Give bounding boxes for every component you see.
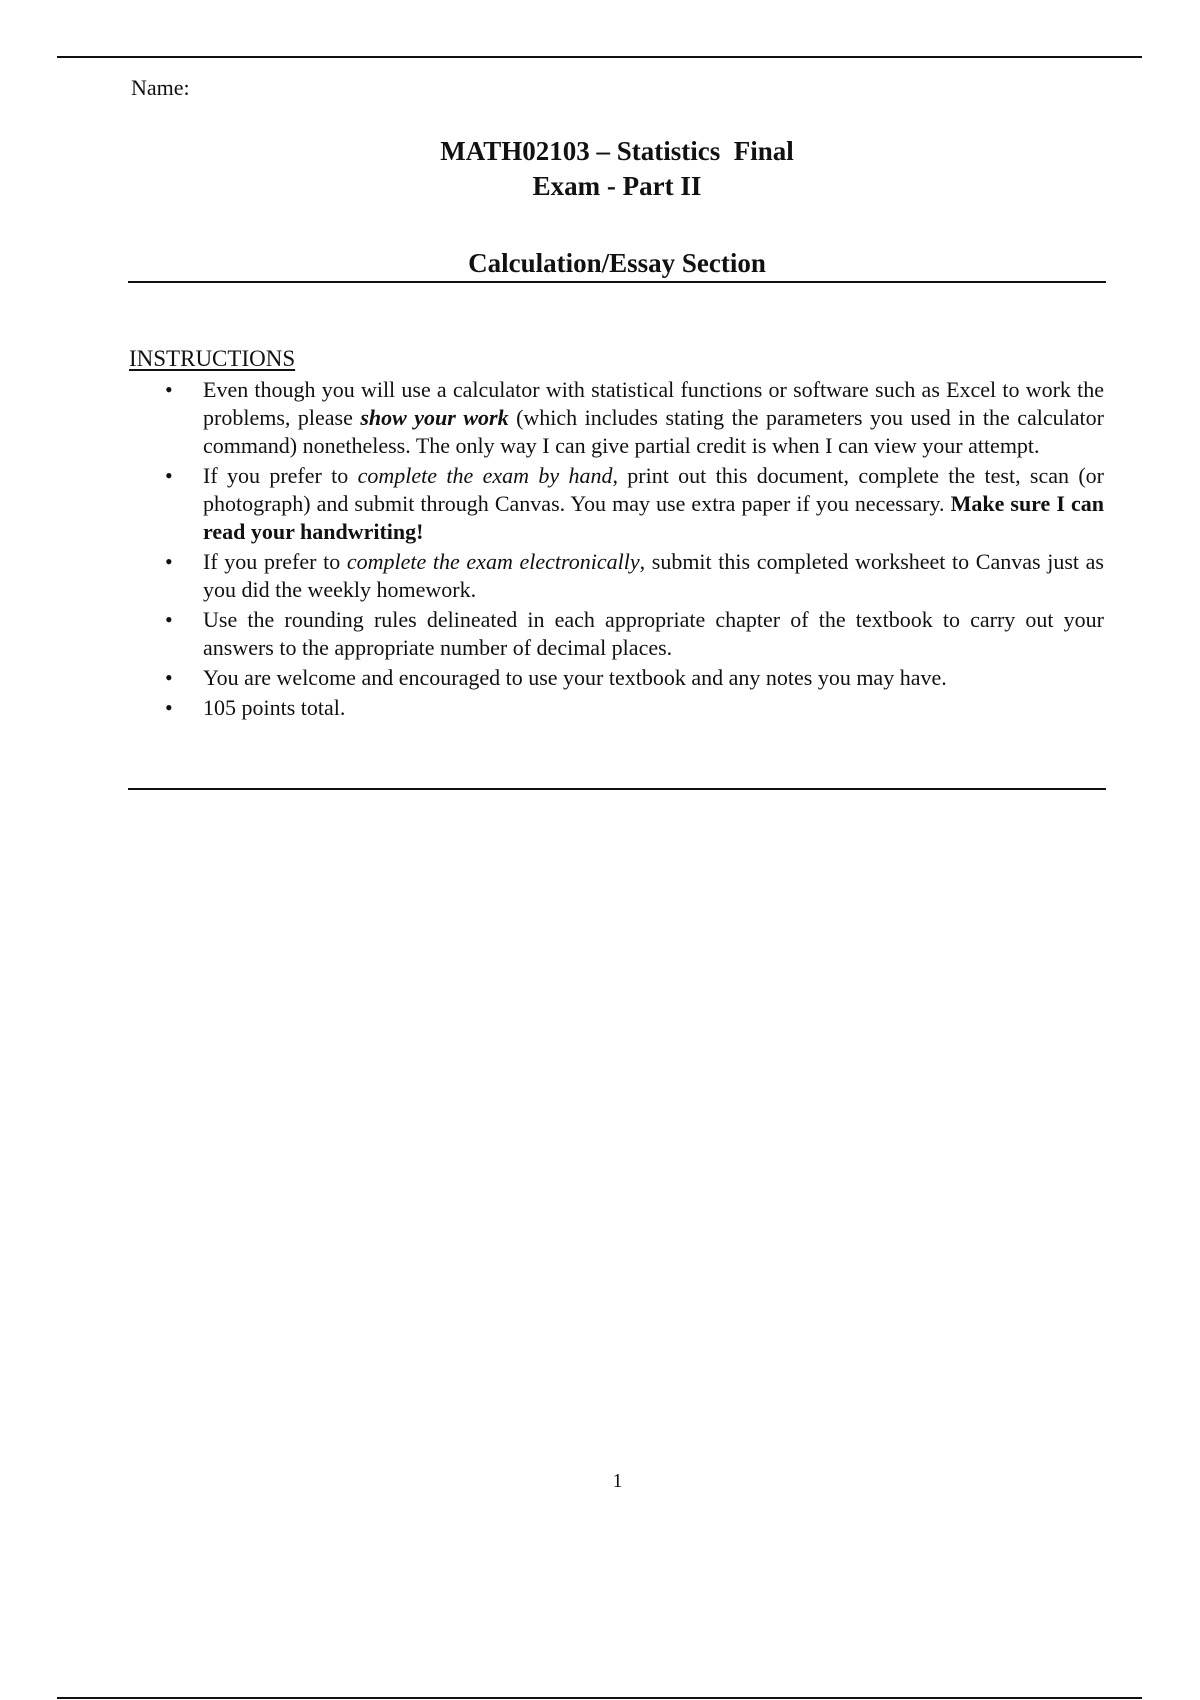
instruction-text: Use the rounding rules delineated in each appropriate chapter of the textbook to carry out your answers to the appropriate number of decimal places. [203, 607, 1104, 660]
bullet-icon: • [165, 463, 173, 488]
instructions-list [129, 376, 1104, 724]
bullet-icon: • [165, 549, 173, 574]
name-label: Name: [131, 75, 190, 100]
section-rule [128, 281, 1106, 283]
section-title: Calculation/Essay Section [468, 248, 766, 278]
instruction-item [129, 548, 1104, 604]
instruction-emphasis: complete the exam electronically [346, 549, 640, 574]
instruction-text: 105 points total. [203, 695, 346, 720]
instruction-item [129, 694, 1104, 722]
instructions-heading: INSTRUCTIONS [129, 346, 296, 371]
bullet-icon: • [165, 607, 173, 632]
instruction-emphasis: complete the exam by hand [357, 463, 613, 488]
top-rule [57, 56, 1142, 58]
exam-title [128, 134, 1106, 204]
instruction-emphasis: show your work [360, 405, 509, 430]
bullet-icon: • [165, 665, 173, 690]
instruction-item [129, 376, 1104, 460]
instruction-text: , submit this completed worksheet to Canvas just as you did the weekly homework. [203, 549, 1104, 602]
instruction-item [129, 462, 1104, 546]
instruction-text: If you prefer to [203, 549, 347, 574]
instructions-end-rule [128, 788, 1106, 790]
instruction-text: If you prefer to [203, 463, 358, 488]
instruction-text: Even though you will use a calculator with statistical functions or software such as Excel to work the problems, please [203, 377, 1104, 430]
instruction-text: You are welcome and encouraged to use your textbook and any notes you may have. [203, 665, 947, 690]
instruction-bold: Make sure I can read your handwriting! [203, 491, 1104, 544]
instruction-text: (which includes stating the parameters you used in the calculator command) nonetheless. The only way I can give partial credit is when I can view your attempt. [203, 405, 1104, 458]
instruction-item [129, 606, 1104, 662]
bullet-icon: • [165, 377, 173, 402]
instruction-item [129, 664, 1104, 692]
instruction-text: , print out this document, complete the test, scan (or photograph) and submit through Canvas. You may use extra paper if you necessary. [203, 463, 1104, 516]
exam-title-line-1: MATH02103 – Statistics Final [440, 136, 794, 166]
bottom-rule [57, 1697, 1142, 1699]
bullet-icon: • [165, 695, 173, 720]
page-number: 1 [612, 1470, 623, 1492]
exam-title-line-2: Exam - Part II [532, 171, 702, 201]
